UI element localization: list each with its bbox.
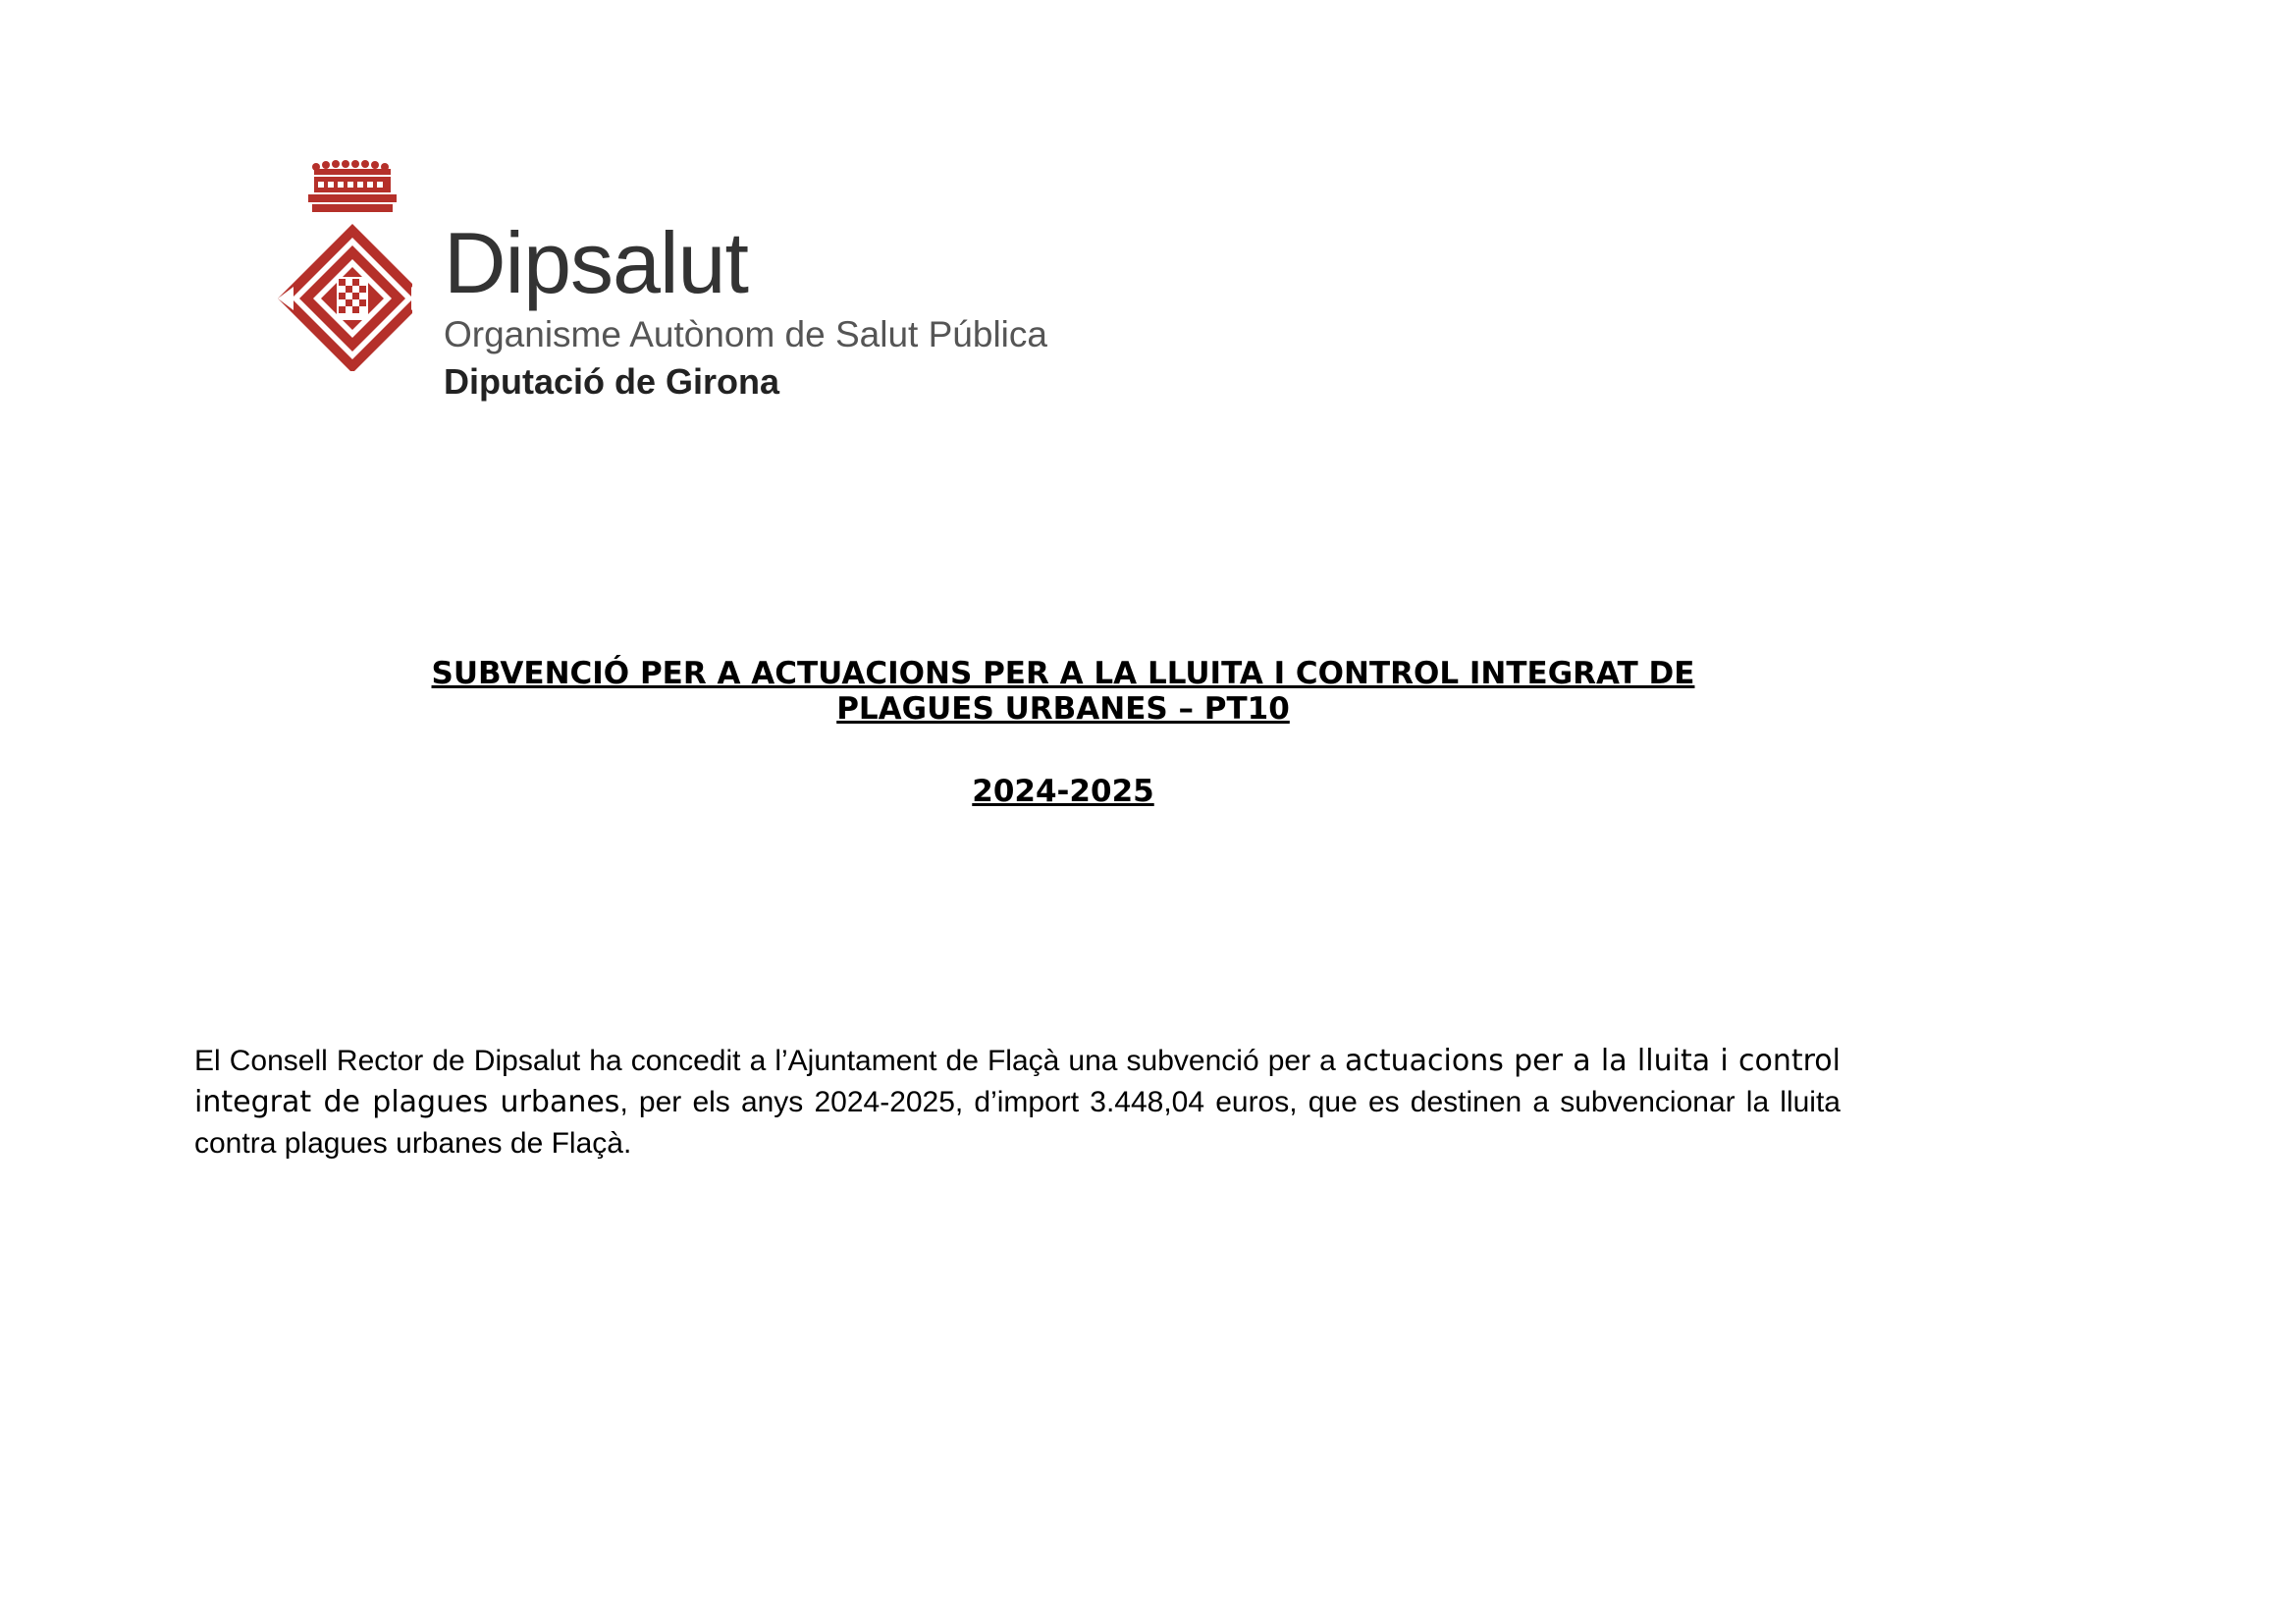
body-paragraph <box>194 1041 1841 1164</box>
dipsalut-emblem-icon <box>265 155 412 371</box>
logo-subtitle: Organisme Autònom de Salut Pública <box>444 314 1047 354</box>
logo-organization: Diputació de Girona <box>444 361 780 402</box>
logo-name: Dipsalut <box>444 214 748 311</box>
body-part-2: actuacions per a la lluita i control integrat de plagues urbanes <box>194 1044 1841 1119</box>
logo-text <box>444 214 1092 403</box>
dipsalut-logo <box>265 155 1080 420</box>
body-part-3: , per els anys 2024-2025, d’import 3.448,04 euros, que es destinen a subvencionar la lluita contra plagues urbanes de Flaçà. <box>194 1086 1841 1160</box>
body-part-1: El Consell Rector de Dipsalut ha concedit a l’Ajuntament de Flaçà una subvenció per a <box>194 1045 1345 1077</box>
document-title <box>294 656 1832 727</box>
title-line-1: SUBVENCIÓ PER A ACTUACIONS PER A LA LLUITA I CONTROL INTEGRAT DE <box>431 656 1695 691</box>
title-line-2: PLAGUES URBANES – PT10 <box>836 691 1290 727</box>
document-years: 2024-2025 <box>972 774 1154 809</box>
